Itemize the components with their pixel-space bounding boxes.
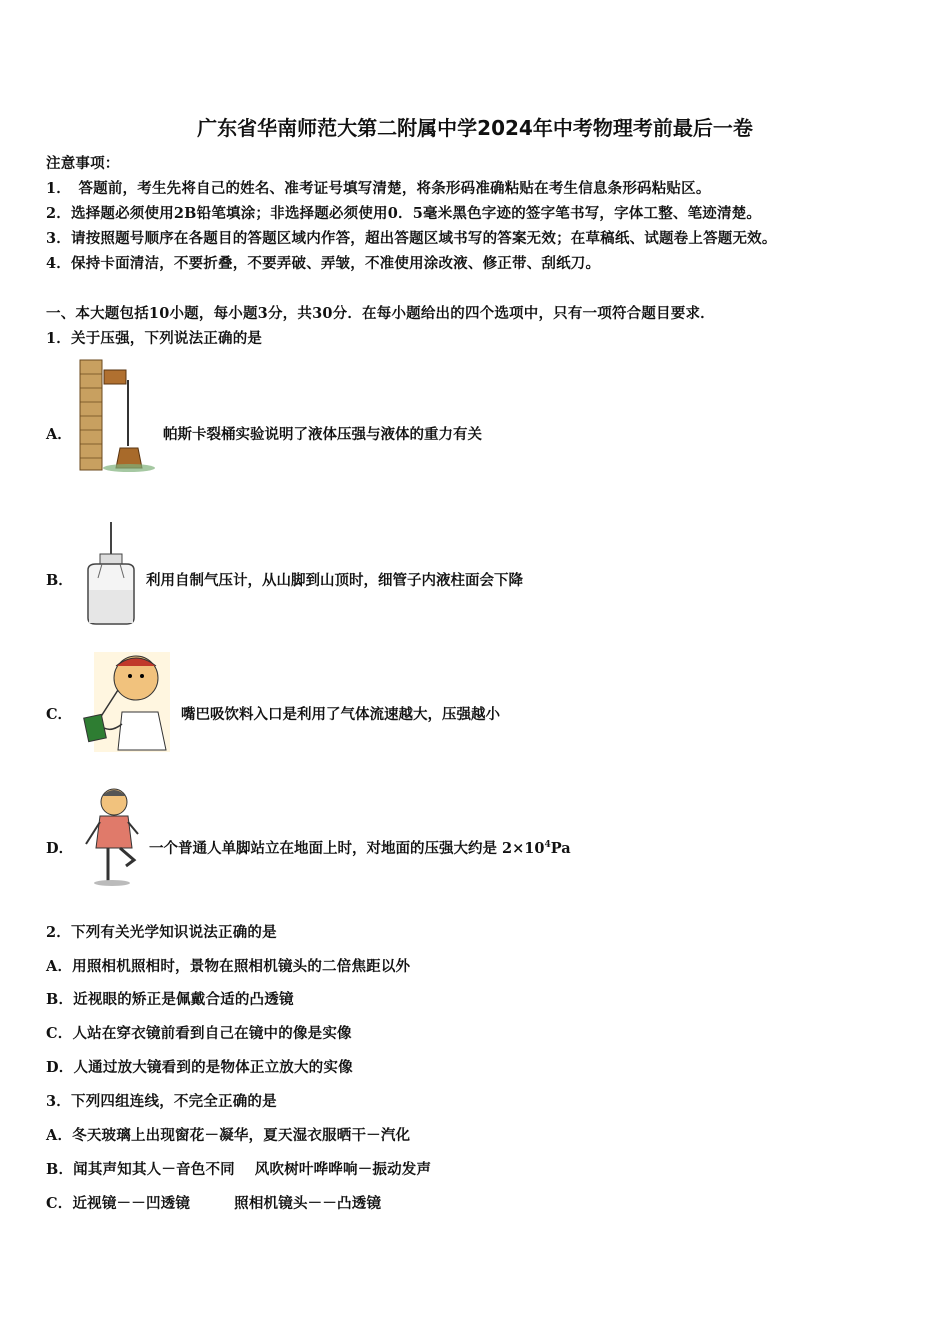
- q2-option-d: D．人通过放大镜看到的是物体正立放大的实像: [46, 1059, 353, 1076]
- q3-option-a: A．冬天玻璃上出现窗花－凝华，夏天湿衣服晒干－汽化: [46, 1127, 411, 1144]
- q1-option-d-text: [149, 837, 571, 858]
- notice-item-3: 3．请按照题号顺序在各题目的答题区域内作答，超出答题区域书写的答案无效；在草稿纸、试题卷上答题无效。: [46, 230, 777, 247]
- q1-option-b-text: 利用自制气压计，从山脚到山顶时，细管子内液柱面会下降: [146, 572, 523, 589]
- q1-option-d-unit: Pa: [550, 840, 571, 857]
- q1-option-d-letter: D．: [46, 840, 74, 857]
- q1-option-d-exponent: 4: [544, 840, 551, 851]
- notice-item-4: 4．保持卡面清洁，不要折叠，不要弄破、弄皱，不准使用涂改液、修正带、刮纸刀。: [46, 255, 601, 272]
- q2-option-b: B．近视眼的矫正是佩戴合适的凸透镜: [46, 991, 294, 1008]
- q1-option-c-letter: C．: [46, 706, 73, 723]
- q1-option-a-text: 帕斯卡裂桶实验说明了液体压强与液体的重力有关: [163, 426, 482, 443]
- q2-option-a: A．用照相机照相时，景物在照相机镜头的二倍焦距以外: [46, 958, 411, 975]
- page-title: 广东省华南师范大第二附属中学2024年中考物理考前最后一卷: [197, 116, 753, 140]
- q2-stem: 2．下列有关光学知识说法正确的是: [46, 924, 277, 941]
- barometer-bottle-icon: [82, 520, 140, 628]
- notice-heading: 注意事项：: [46, 155, 120, 172]
- pascal-barrel-icon: [76, 358, 156, 474]
- q3-stem: 3．下列四组连线，不完全正确的是: [46, 1093, 277, 1110]
- q3-option-c: C．近视镜－－凹透镜 照相机镜头－－凸透镜: [46, 1195, 382, 1212]
- notice-item-1: 1． 答题前，考生先将自己的姓名、准考证号填写清楚，将条形码准确粘贴在考生信息条形码粘贴区。: [46, 180, 711, 197]
- q2-option-c: C．人站在穿衣镜前看到自己在镜中的像是实像: [46, 1025, 352, 1042]
- q1-option-b-letter: B．: [46, 572, 73, 589]
- q1-option-a-letter: A．: [46, 426, 72, 443]
- notice-item-2: 2．选择题必须使用2B铅笔填涂；非选择题必须使用0．5毫米黑色字迹的签字笔书写，字体工整、笔迹清楚。: [46, 205, 762, 222]
- q1-option-d-text-main: 一个普通人单脚站立在地面上时，对地面的压强大约是 2×10: [149, 840, 545, 857]
- section-heading: 一、本大题包括10小题，每小题3分，共30分．在每小题给出的四个选项中，只有一项符合题目要求．: [46, 305, 715, 322]
- drinking-straw-person-icon: [78, 652, 170, 752]
- standing-person-icon: [78, 786, 142, 888]
- q1-option-c-text: 嘴巴吸饮料入口是利用了气体流速越大，压强越小: [181, 706, 500, 723]
- q1-stem: 1．关于压强，下列说法正确的是: [46, 330, 263, 347]
- q3-option-b: B．闻其声知其人－音色不同 风吹树叶哗哗响－振动发声: [46, 1161, 432, 1178]
